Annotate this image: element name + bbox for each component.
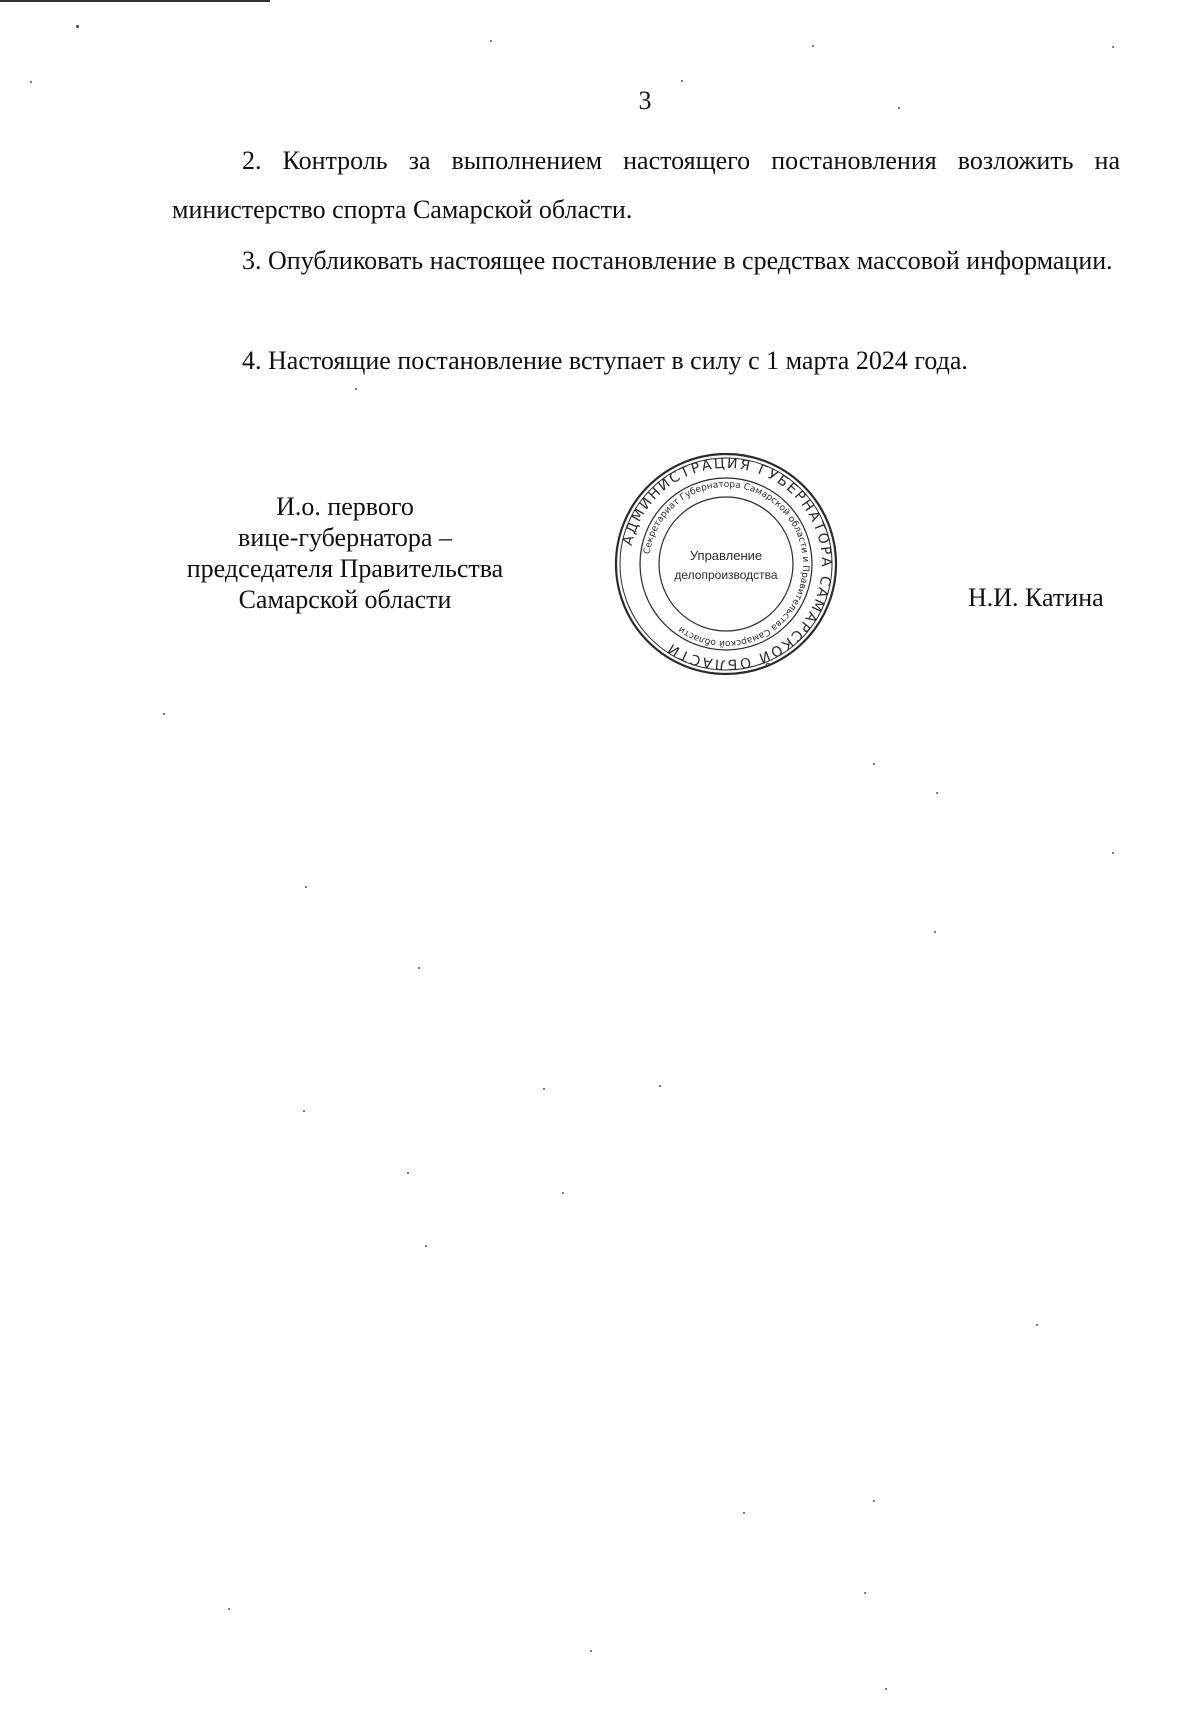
seal-center-line-2: делопроизводства <box>674 568 778 582</box>
page-number: 3 <box>638 86 652 115</box>
scan-speck <box>812 45 814 47</box>
signatory-title-line: Самарской области <box>238 585 452 614</box>
seal-inner-text: Секретариат Губернатора Самарской области и Правительства Самарской области <box>642 479 811 649</box>
scan-speck <box>743 1512 745 1514</box>
scan-edge-line <box>0 0 270 2</box>
signatory-name: Н.И. Катина <box>968 583 1104 612</box>
scan-speck <box>355 388 357 390</box>
scan-speck <box>543 1088 545 1090</box>
scan-speck <box>76 25 79 28</box>
paragraph-4: 4. Настоящие постановление вступает в силу с 1 марта 2024 года. <box>242 346 968 375</box>
signatory-title-line: председателя Правительства <box>186 554 504 583</box>
signatory-title <box>160 491 530 615</box>
scan-speck <box>562 1192 564 1194</box>
scan-speck <box>873 1500 875 1502</box>
scan-speck <box>407 1172 409 1174</box>
seal-middle-ring <box>640 478 812 650</box>
paragraph-3: 3. Опубликовать настоящее постановление в средствах массовой информации. <box>242 246 1113 275</box>
scan-speck <box>898 107 900 109</box>
scan-speck <box>425 1245 427 1247</box>
signatory-title-line: И.о. первого <box>276 492 414 521</box>
scan-speck <box>659 1085 661 1087</box>
paragraph-2: 2. Контроль за выполнением настоящего постановления возложить на министерство спорта Самарской области. <box>172 146 1120 224</box>
scan-speck <box>305 886 307 888</box>
scan-speck <box>590 1650 592 1652</box>
scan-speck <box>1036 1324 1038 1326</box>
scan-speck <box>1112 852 1114 854</box>
scan-speck <box>864 1592 866 1594</box>
scan-speck <box>163 713 165 715</box>
signatory-title-line: вице-губернатора – <box>238 523 452 552</box>
scan-speck <box>228 1608 230 1610</box>
seal-inner-ring <box>659 497 793 631</box>
official-seal-stamp <box>612 448 840 680</box>
scan-speck <box>1112 46 1114 48</box>
scan-speck <box>885 1688 887 1690</box>
scan-speck <box>418 967 420 969</box>
scan-speck <box>303 1110 305 1112</box>
seal-center-line-1: Управление <box>689 548 763 563</box>
scan-speck <box>30 81 32 83</box>
scan-speck <box>936 792 938 794</box>
scan-speck <box>681 80 683 82</box>
scan-speck <box>490 40 492 42</box>
scan-speck <box>873 763 875 765</box>
scan-speck <box>934 931 936 933</box>
seal-outer-text: АДМИНИСТРАЦИЯ ГУБЕРНАТОРА САМАРСКОЙ ОБЛАСТИ <box>619 455 835 673</box>
